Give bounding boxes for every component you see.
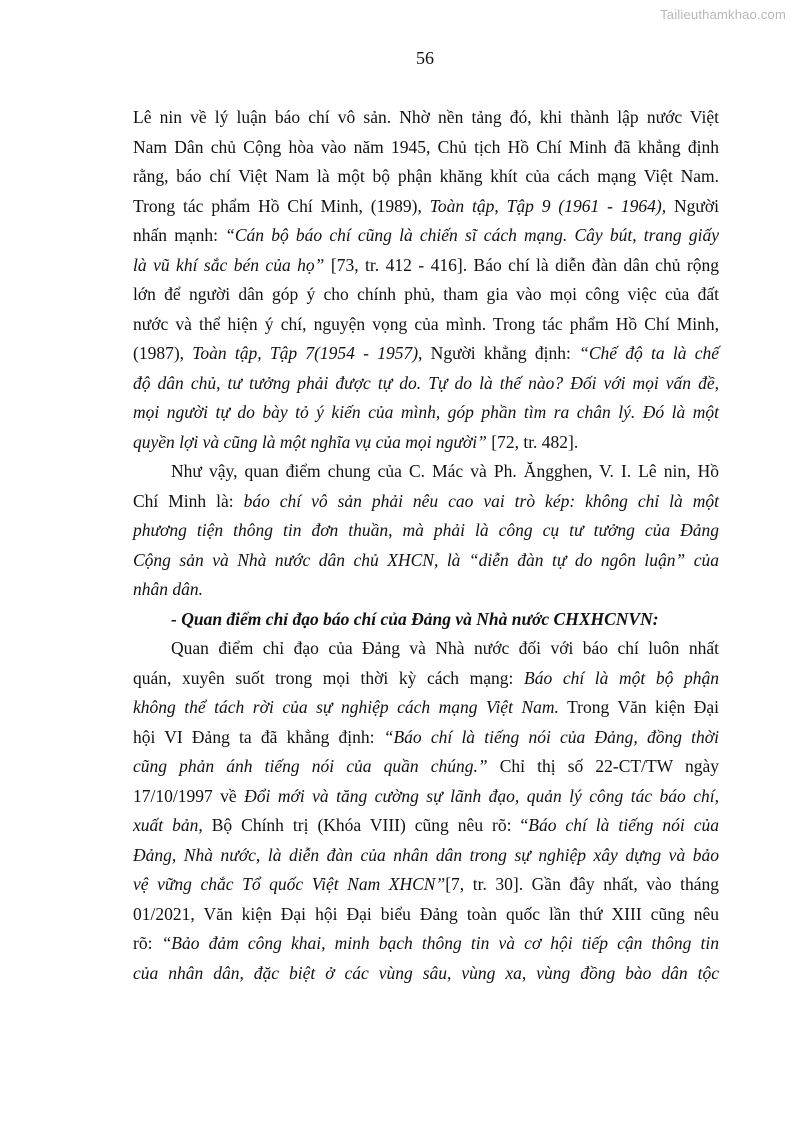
text-run: Người bbox=[666, 195, 719, 216]
paragraph-1 bbox=[133, 103, 719, 457]
text-line bbox=[133, 693, 719, 723]
italic-text: mọi người tự do bày tỏ ý kiến của mình, góp phần tìm ra chân lý. Đó là một bbox=[133, 402, 719, 422]
italic-text: “Chế độ ta là chế bbox=[579, 343, 720, 363]
text-line bbox=[133, 929, 719, 959]
text-run: nhấn mạnh: bbox=[133, 225, 226, 245]
italic-text: Cộng sản và Nhà nước dân chủ XHCN, là “diễn đàn tự do ngôn luận” của bbox=[133, 549, 719, 570]
text-line bbox=[133, 870, 719, 900]
text-line bbox=[133, 103, 719, 133]
text-run: Trong Văn kiện Đại bbox=[558, 697, 720, 717]
text-line bbox=[133, 251, 719, 281]
text-line bbox=[133, 133, 719, 163]
text-run: Chí Minh là: bbox=[133, 490, 244, 511]
text-line bbox=[133, 752, 719, 782]
text-line bbox=[133, 280, 719, 310]
text-run: quán, xuyên suốt trong mọi thời kỳ cách mạng: bbox=[133, 667, 525, 688]
italic-text: “Bảo đảm công khai, minh bạch thông tin và cơ hội tiếp cận thông tin bbox=[161, 933, 719, 953]
italic-text: là vũ khí sắc bén của họ” bbox=[133, 254, 325, 275]
text-run: Lê nin về lý luận báo chí vô sản. Nhờ nền tảng đó, khi thành lập nước Việt bbox=[133, 107, 719, 127]
text-line bbox=[133, 959, 719, 989]
italic-text: vệ vững chắc Tổ quốc Việt Nam XHCN” bbox=[133, 874, 446, 894]
text-run: [72, tr. 482]. bbox=[486, 431, 579, 452]
text-line bbox=[133, 398, 719, 428]
paragraph-3 bbox=[133, 634, 719, 988]
italic-text: Toàn tập, Tập 7(1954 - 1957), bbox=[192, 343, 423, 363]
paragraph-2 bbox=[133, 457, 719, 605]
text-run: 17/10/1997 về bbox=[133, 785, 245, 806]
text-line bbox=[133, 634, 719, 664]
text-line bbox=[133, 575, 719, 605]
text-line bbox=[133, 841, 719, 871]
italic-text: Báo chí là một bộ phận bbox=[524, 667, 719, 688]
italic-text: xuất bản bbox=[133, 815, 199, 835]
text-line bbox=[133, 339, 719, 369]
text-run: [73, tr. 412 - 416]. Báo chí là diễn đàn dân chủ rộng bbox=[324, 254, 719, 275]
italic-text: nhân dân. bbox=[133, 579, 203, 599]
italic-text: cũng phản ánh tiếng nói của quần chúng.” bbox=[133, 756, 488, 776]
text-line bbox=[133, 811, 719, 841]
text-run: [7, tr. 30]. Gần đây nhất, vào tháng bbox=[445, 874, 720, 894]
italic-text: “Cán bộ báo chí cũng là chiến sĩ cách mạng. Cây bút, trang giấy bbox=[225, 225, 719, 245]
document-body bbox=[133, 103, 719, 988]
section-heading: - Quan điểm chỉ đạo báo chí của Đảng và Nhà nước CHXHCNVN: bbox=[171, 608, 659, 629]
text-line bbox=[133, 546, 719, 576]
text-run: rằng, báo chí Việt Nam là một bộ phận khăng khít của cách mạng Việt Nam. bbox=[133, 166, 719, 186]
italic-text: Báo chí là tiếng nói của bbox=[528, 815, 719, 835]
text-run: nước và thể hiện ý chí, nguyện vọng của mình. Trong tác phẩm Hồ Chí Minh, bbox=[133, 313, 719, 334]
text-line bbox=[133, 900, 719, 930]
text-line bbox=[133, 428, 719, 458]
text-run: Như vậy, quan điểm chung của C. Mác và Ph. Ăngghen, V. I. Lê nin, Hồ bbox=[171, 461, 719, 481]
italic-text: độ dân chủ, tư tưởng phải được tự do. Tự do là thế nào? Đối với mọi vấn đề, bbox=[133, 372, 719, 393]
text-run: hội VI Đảng ta đã khẳng định: bbox=[133, 726, 384, 747]
text-line bbox=[133, 723, 719, 753]
text-line bbox=[133, 369, 719, 399]
text-run: Trong tác phẩm Hồ Chí Minh, (1989), bbox=[133, 195, 430, 216]
text-line bbox=[133, 516, 719, 546]
italic-text: không thể tách rời của sự nghiệp cách mạng Việt Nam. bbox=[133, 697, 559, 717]
text-run: lớn để người dân góp ý cho chính phủ, tham gia vào mọi công việc của đất bbox=[133, 284, 719, 304]
text-run: Nam Dân chủ Cộng hòa vào năm 1945, Chủ tịch Hồ Chí Minh đã khẳng định bbox=[133, 136, 719, 157]
text-line bbox=[133, 192, 719, 222]
italic-text: phương tiện thông tin đơn thuần, mà phải là công cụ tư tưởng của Đảng bbox=[133, 520, 719, 540]
text-line bbox=[133, 221, 719, 251]
text-line bbox=[133, 664, 719, 694]
text-run: rõ: bbox=[133, 933, 162, 953]
italic-text: quyền lợi và cũng là một nghĩa vụ của mọi người” bbox=[133, 431, 487, 452]
text-run: (1987), bbox=[133, 343, 193, 363]
watermark: Tailieuthamkhao.com bbox=[660, 7, 786, 22]
text-run: Quan điểm chỉ đạo của Đảng và Nhà nước đối với báo chí luôn nhất bbox=[171, 638, 719, 658]
italic-text: báo chí vô sản phải nêu cao vai trò kép: không chỉ là một bbox=[243, 490, 719, 511]
text-line bbox=[133, 310, 719, 340]
text-run: , Bộ Chính trị (Khóa VIII) cũng nêu rõ: “ bbox=[198, 815, 529, 835]
text-line bbox=[133, 162, 719, 192]
page-number: 56 bbox=[416, 48, 434, 68]
italic-text: “Báo chí là tiếng nói của Đảng, đồng thời bbox=[383, 726, 719, 747]
text-run: Người khẳng định: bbox=[422, 343, 580, 363]
italic-text: của nhân dân, đặc biệt ở các vùng sâu, vùng xa, vùng đồng bào dân tộc bbox=[133, 962, 719, 983]
italic-text: Đảng, Nhà nước, là diễn đàn của nhân dân trong sự nghiệp xây dựng và bảo bbox=[133, 844, 719, 865]
italic-text: Đổi mới và tăng cường sự lãnh đạo, quản lý công tác báo chí, bbox=[244, 785, 719, 806]
text-line bbox=[133, 457, 719, 487]
text-run: Chỉ thị số 22-CT/TW ngày bbox=[487, 756, 720, 776]
text-line bbox=[133, 782, 719, 812]
text-run: 01/2021, Văn kiện Đại hội Đại biểu Đảng toàn quốc lần thứ XIII cũng nêu bbox=[133, 903, 719, 924]
text-line bbox=[133, 487, 719, 517]
italic-text: Toàn tập, Tập 9 (1961 - 1964), bbox=[429, 195, 667, 216]
